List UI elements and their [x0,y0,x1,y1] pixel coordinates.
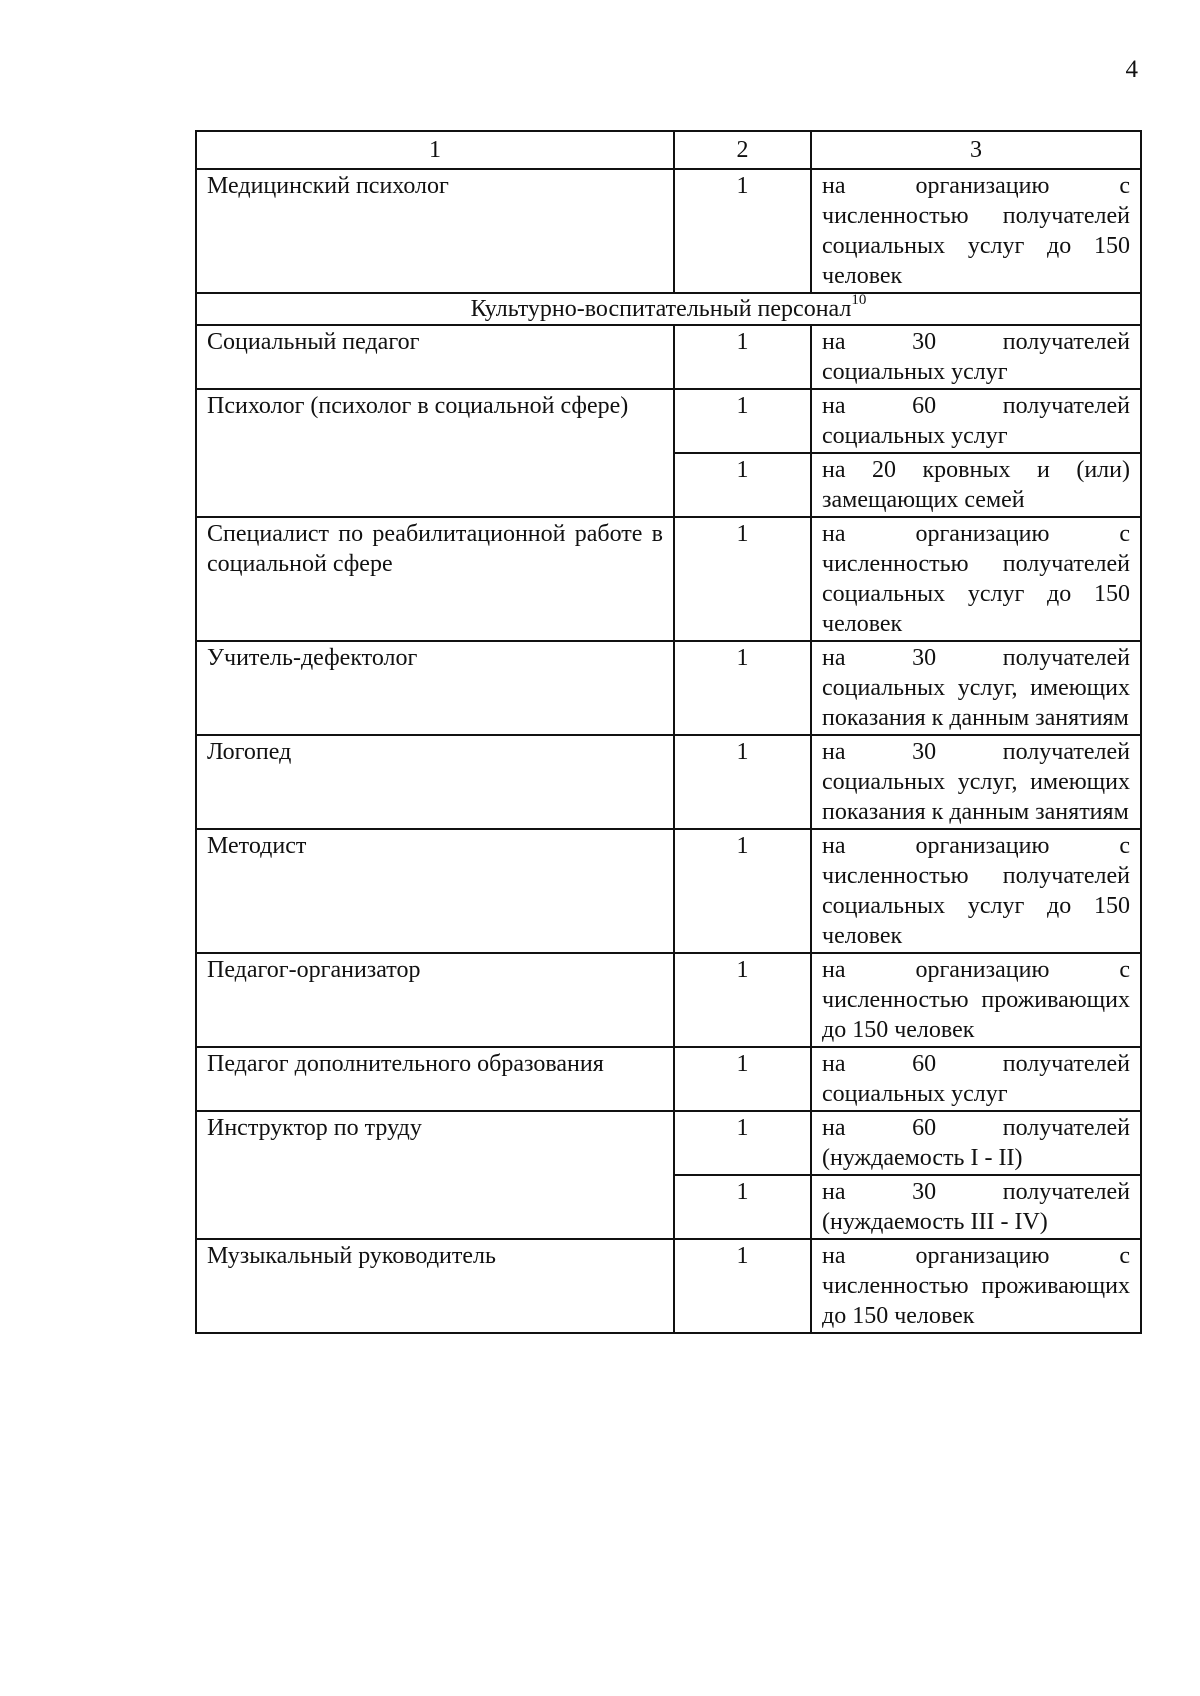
staffing-norm: на 30 получателей (нуждаемость III - IV) [811,1175,1141,1239]
staffing-norm: на 30 получателей социальных услуг, имеющих показания к данным занятиям [811,641,1141,735]
position-name: Педагог-организатор [196,953,674,1047]
table-body [196,169,1141,1333]
staff-count: 1 [674,953,811,1047]
table-row [196,1111,1141,1175]
staffing-norm: на 60 получателей социальных услуг [811,389,1141,453]
staff-count: 1 [674,1111,811,1175]
staff-count: 1 [674,1175,811,1239]
staff-count: 1 [674,325,811,389]
table-row [196,1239,1141,1333]
position-name: Педагог дополнительного образования [196,1047,674,1111]
staffing-norm: на организацию с численностью получателей социальных услуг до 150 человек [811,169,1141,293]
column-number-3: 3 [811,131,1141,169]
staffing-norm: на 30 получателей социальных услуг [811,325,1141,389]
position-name: Медицинский психолог [196,169,674,293]
staff-count: 1 [674,389,811,453]
staffing-norm: на организацию с численностью проживающих до 150 человек [811,1239,1141,1333]
staffing-norm: на организацию с численностью получателей социальных услуг до 150 человек [811,517,1141,641]
staffing-norm: на организацию с численностью получателей социальных услуг до 150 человек [811,829,1141,953]
table-row [196,829,1141,953]
position-name: Логопед [196,735,674,829]
staff-count: 1 [674,1047,811,1111]
table-row [196,953,1141,1047]
table-row [196,517,1141,641]
staffing-norm: на 30 получателей социальных услуг, имеющих показания к данным занятиям [811,735,1141,829]
staff-count: 1 [674,735,811,829]
section-heading [196,293,1141,325]
position-name: Специалист по реабилитационной работе в социальной сфере [196,517,674,641]
column-number-2: 2 [674,131,811,169]
table-row [196,1047,1141,1111]
staff-count: 1 [674,517,811,641]
position-name: Психолог (психолог в социальной сфере) [196,389,674,517]
page-number: 4 [1125,56,1138,83]
staffing-table [195,130,1142,1334]
position-name: Методист [196,829,674,953]
table-row [196,325,1141,389]
section-row [196,293,1141,325]
position-name: Социальный педагог [196,325,674,389]
table-row [196,641,1141,735]
column-number-1: 1 [196,131,674,169]
staff-count: 1 [674,169,811,293]
section-heading-label: Культурно-воспитательный персонал [470,296,852,322]
position-name: Музыкальный руководитель [196,1239,674,1333]
position-name: Инструктор по труду [196,1111,674,1239]
staffing-norm: на 60 получателей социальных услуг [811,1047,1141,1111]
staffing-norm: на 60 получателей (нуждаемость I - II) [811,1111,1141,1175]
staffing-norm: на 20 кровных и (или) замещающих семей [811,453,1141,517]
staff-count: 1 [674,453,811,517]
staffing-norm: на организацию с численностью проживающих до 150 человек [811,953,1141,1047]
footnote-marker: 10 [851,292,867,308]
staff-count: 1 [674,641,811,735]
table-header-row [196,131,1141,169]
staff-count: 1 [674,829,811,953]
staff-count: 1 [674,1239,811,1333]
table-row [196,389,1141,453]
table-row [196,735,1141,829]
table-row [196,169,1141,293]
position-name: Учитель-дефектолог [196,641,674,735]
